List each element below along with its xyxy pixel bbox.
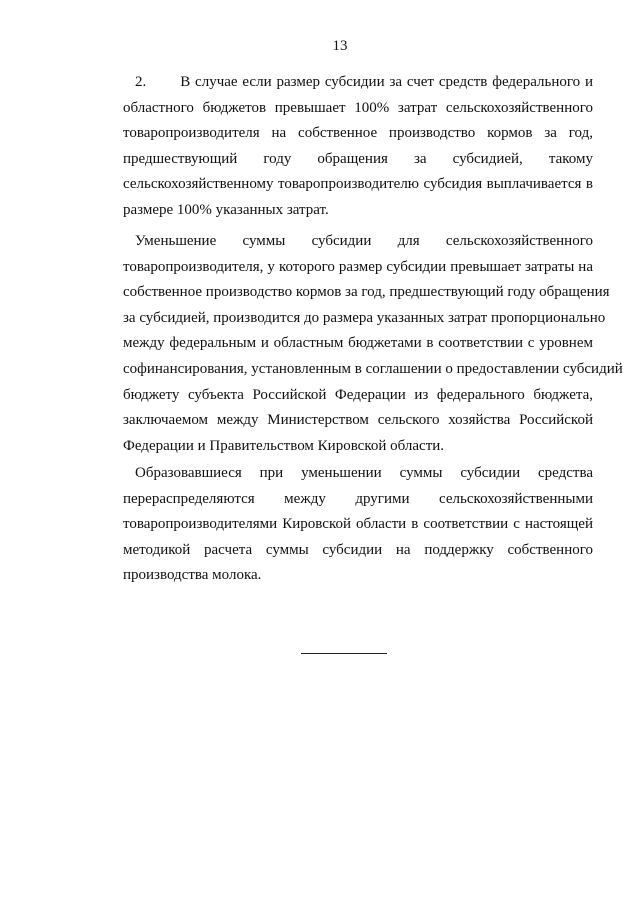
text-line: между федеральным и областным бюджетами в соответствии с уровнем xyxy=(123,335,593,352)
text-line: софинансирования, установленным в соглашении о предоставлении субсидий xyxy=(123,360,623,377)
text-line: производства молока. xyxy=(123,567,262,584)
text-line: товаропроизводителями Кировской области в соответствии с настоящей xyxy=(123,516,593,533)
page-number: 13 xyxy=(332,38,348,54)
end-separator-line xyxy=(301,653,387,654)
text-line: Федерации и Правительством Кировской области. xyxy=(123,437,445,454)
text-line: методикой расчета суммы субсидии на поддержку собственного xyxy=(123,541,593,558)
text-line: за субсидией, производится до размера указанных затрат пропорционально xyxy=(123,309,606,326)
text-line: заключаемом между Министерством сельского хозяйства Российской xyxy=(123,412,593,429)
text-line: собственное производство кормов за год, предшествующий году обращения xyxy=(123,284,610,301)
text-line: предшествующий году обращения за субсидией, такому xyxy=(123,150,593,167)
paragraph-subsidy-exceeds-costs xyxy=(123,70,593,224)
paragraph-funds-redistribution xyxy=(123,461,593,589)
text-line: товаропроизводителя, у которого размер субсидии превышает затраты на xyxy=(123,258,593,275)
text-line: размере 100% указанных затрат. xyxy=(123,201,329,218)
paragraph-subsidy-reduction xyxy=(123,229,623,459)
text-line: сельскохозяйственному товаропроизводителю субсидия выплачивается в xyxy=(123,176,593,193)
text-line: Образовавшиеся при уменьшении суммы субсидии средства xyxy=(135,465,593,481)
text-line: Уменьшение суммы субсидии для сельскохозяйственного xyxy=(135,233,593,249)
text-line: 2. В случае если размер субсидии за счет средств федерального и xyxy=(135,74,593,90)
text-line: областного бюджетов превышает 100% затрат сельскохозяйственного xyxy=(123,99,593,116)
text-line: бюджету субъекта Российской Федерации из федерального бюджета, xyxy=(123,386,593,403)
text-line: товаропроизводителя на собственное производство кормов за год, xyxy=(123,125,593,142)
text-line: перераспределяются между другими сельскохозяйственными xyxy=(123,490,593,507)
